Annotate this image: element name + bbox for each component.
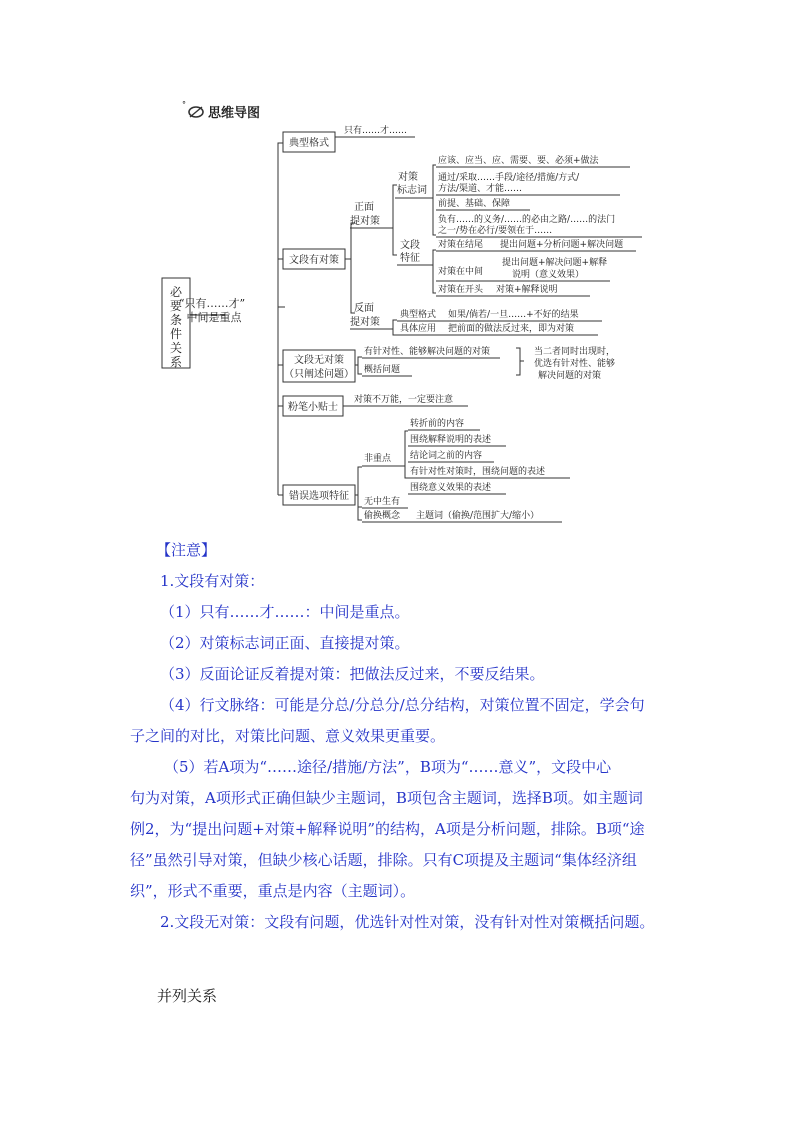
svg-text:解决问题的对策: 解决问题的对策 xyxy=(538,371,602,381)
svg-text:应该、应当、应、需要、要、必须+做法: 应该、应当、应、需要、要、必须+做法 xyxy=(438,156,599,166)
mindmap-title-text: 思维导图 xyxy=(208,106,261,121)
svg-text:非重点: 非重点 xyxy=(364,454,392,464)
svg-text:提出问题+分析问题+解决问题: 提出问题+分析问题+解决问题 xyxy=(500,240,624,250)
notes-point-3: （3）反面论证反着提对策：把做法反过来，不要反结果。 xyxy=(160,665,545,683)
svg-text:当二者同时出现时，: 当二者同时出现时， xyxy=(534,347,616,357)
notes-point-4-line-1: （4）行文脉络：可能是分总/分总分/总分结构，对策位置不固定，学会句 xyxy=(160,696,645,714)
svg-text:把前面的做法反过来，即为对策: 把前面的做法反过来，即为对策 xyxy=(448,324,575,334)
svg-text:围绕解释说明的表述: 围绕解释说明的表述 xyxy=(410,435,492,445)
svg-text:如果/倘若/一旦……+不好的结果: 如果/倘若/一旦……+不好的结果 xyxy=(448,310,579,320)
notes-item-1: 1.文段有对策： xyxy=(160,572,265,590)
quote-line-2: 中间是重点 xyxy=(186,311,242,324)
svg-text:特征: 特征 xyxy=(400,253,420,264)
svg-text:有针对性、能够解决问题的对策: 有针对性、能够解决问题的对策 xyxy=(364,347,491,357)
notes-point-1: （1）只有……才……：中间是重点。 xyxy=(160,603,410,621)
notes-point-4-line-2: 子之间的对比，对策比问题、意义效果更重要。 xyxy=(130,727,446,745)
svg-text:方法/渠道、才能……: 方法/渠道、才能…… xyxy=(438,184,523,194)
svg-text:概括问题: 概括问题 xyxy=(364,365,401,375)
svg-text:反面: 反面 xyxy=(354,303,374,314)
svg-text:（只阐述问题）: （只阐述问题） xyxy=(284,369,354,380)
mindmap-title xyxy=(182,100,260,121)
svg-text:对策在结尾: 对策在结尾 xyxy=(438,240,484,250)
svg-text:负有……的义务/……的必由之路/……的法门: 负有……的义务/……的必由之路/……的法门 xyxy=(438,215,616,225)
svg-text:典型格式: 典型格式 xyxy=(289,138,329,149)
notes-point-5-line-5: 织”，形式不重要，重点是内容（主题词）。 xyxy=(130,882,416,900)
svg-text:通过/采取……手段/途径/措施/方式/: 通过/采取……手段/途径/措施/方式/ xyxy=(438,173,580,183)
svg-text:文段有对策: 文段有对策 xyxy=(289,255,339,266)
svg-text:对策在中间: 对策在中间 xyxy=(438,267,484,277)
quote-line-1: “只有……才” xyxy=(178,297,246,310)
notes-section xyxy=(130,535,690,938)
svg-text:转折前的内容: 转折前的内容 xyxy=(410,419,465,429)
notes-point-2: （2）对策标志词正面、直接提对策。 xyxy=(160,634,410,652)
svg-text:对策不万能，一定要注意: 对策不万能，一定要注意 xyxy=(354,395,454,405)
svg-text:文段: 文段 xyxy=(400,240,420,251)
notes-heading: 【注意】 xyxy=(156,541,217,559)
svg-text:错误选项特征: 错误选项特征 xyxy=(289,491,349,502)
svg-text:要: 要 xyxy=(169,299,183,313)
notes-point-5-line-1: （5）若A项为“……途径/措施/方法”，B项为“……意义”，文段中心 xyxy=(164,758,612,776)
svg-text:对策在开头: 对策在开头 xyxy=(438,285,484,295)
svg-text:说明（意义效果）: 说明（意义效果） xyxy=(512,270,585,280)
svg-text:提出问题+解决问题+解释: 提出问题+解决问题+解释 xyxy=(502,258,608,268)
svg-text:系: 系 xyxy=(169,355,183,369)
svg-text:典型格式: 典型格式 xyxy=(400,310,437,320)
svg-text:具体应用: 具体应用 xyxy=(400,324,437,334)
svg-text:前提、基础、保障: 前提、基础、保障 xyxy=(438,199,511,209)
footer-heading: 并列关系 xyxy=(157,987,218,1005)
svg-text:无中生有: 无中生有 xyxy=(364,497,401,507)
svg-text:有针对性对策时，围绕问题的表述: 有针对性对策时，围绕问题的表述 xyxy=(410,467,546,477)
svg-text:优选有针对性、能够: 优选有针对性、能够 xyxy=(534,359,616,369)
notes-point-5-line-3: 例2，为“提出问题+对策+解释说明”的结构，A项是分析问题，排除。B项“途 xyxy=(130,820,645,838)
svg-text:必: 必 xyxy=(169,285,183,299)
notes-point-5-line-2: 句为对策，A项形式正确但缺少主题词，B项包含主题词，选择B项。如主题词 xyxy=(130,789,643,807)
svg-text:结论词之前的内容: 结论词之前的内容 xyxy=(410,451,483,461)
svg-text:关: 关 xyxy=(169,341,183,355)
notes-point-5-line-4: 径”虽然引导对策，但缺少核心话题，排除。只有C项提及主题词“集体经济组 xyxy=(130,851,637,869)
svg-text:提对策: 提对策 xyxy=(350,317,380,328)
mind-map xyxy=(150,95,650,535)
degree-mark: ° xyxy=(182,100,186,109)
svg-text:之一/势在必行/要领在于……: 之一/势在必行/要领在于…… xyxy=(438,226,553,236)
svg-text:对策: 对策 xyxy=(398,172,418,183)
svg-text:围绕意义效果的表述: 围绕意义效果的表述 xyxy=(410,483,492,493)
svg-text:文段无对策: 文段无对策 xyxy=(294,355,344,366)
svg-text:正面: 正面 xyxy=(354,202,374,213)
svg-text:对策+解释说明: 对策+解释说明 xyxy=(496,285,558,295)
svg-text:偷换概念: 偷换概念 xyxy=(364,511,401,521)
notes-item-2: 2.文段无对策：文段有问题，优选针对性对策，没有针对性对策概括问题。 xyxy=(160,913,655,931)
svg-text:粉笔小贴士: 粉笔小贴士 xyxy=(288,402,338,413)
svg-text:主题词（偷换/范围扩大/缩小）: 主题词（偷换/范围扩大/缩小） xyxy=(416,511,540,521)
svg-text:件: 件 xyxy=(169,327,183,341)
svg-text:只有……才……: 只有……才…… xyxy=(344,126,408,136)
svg-text:条: 条 xyxy=(169,313,183,327)
svg-text:提对策: 提对策 xyxy=(350,216,380,227)
svg-text:标志词: 标志词 xyxy=(397,185,427,196)
pencil-icon xyxy=(189,107,203,117)
